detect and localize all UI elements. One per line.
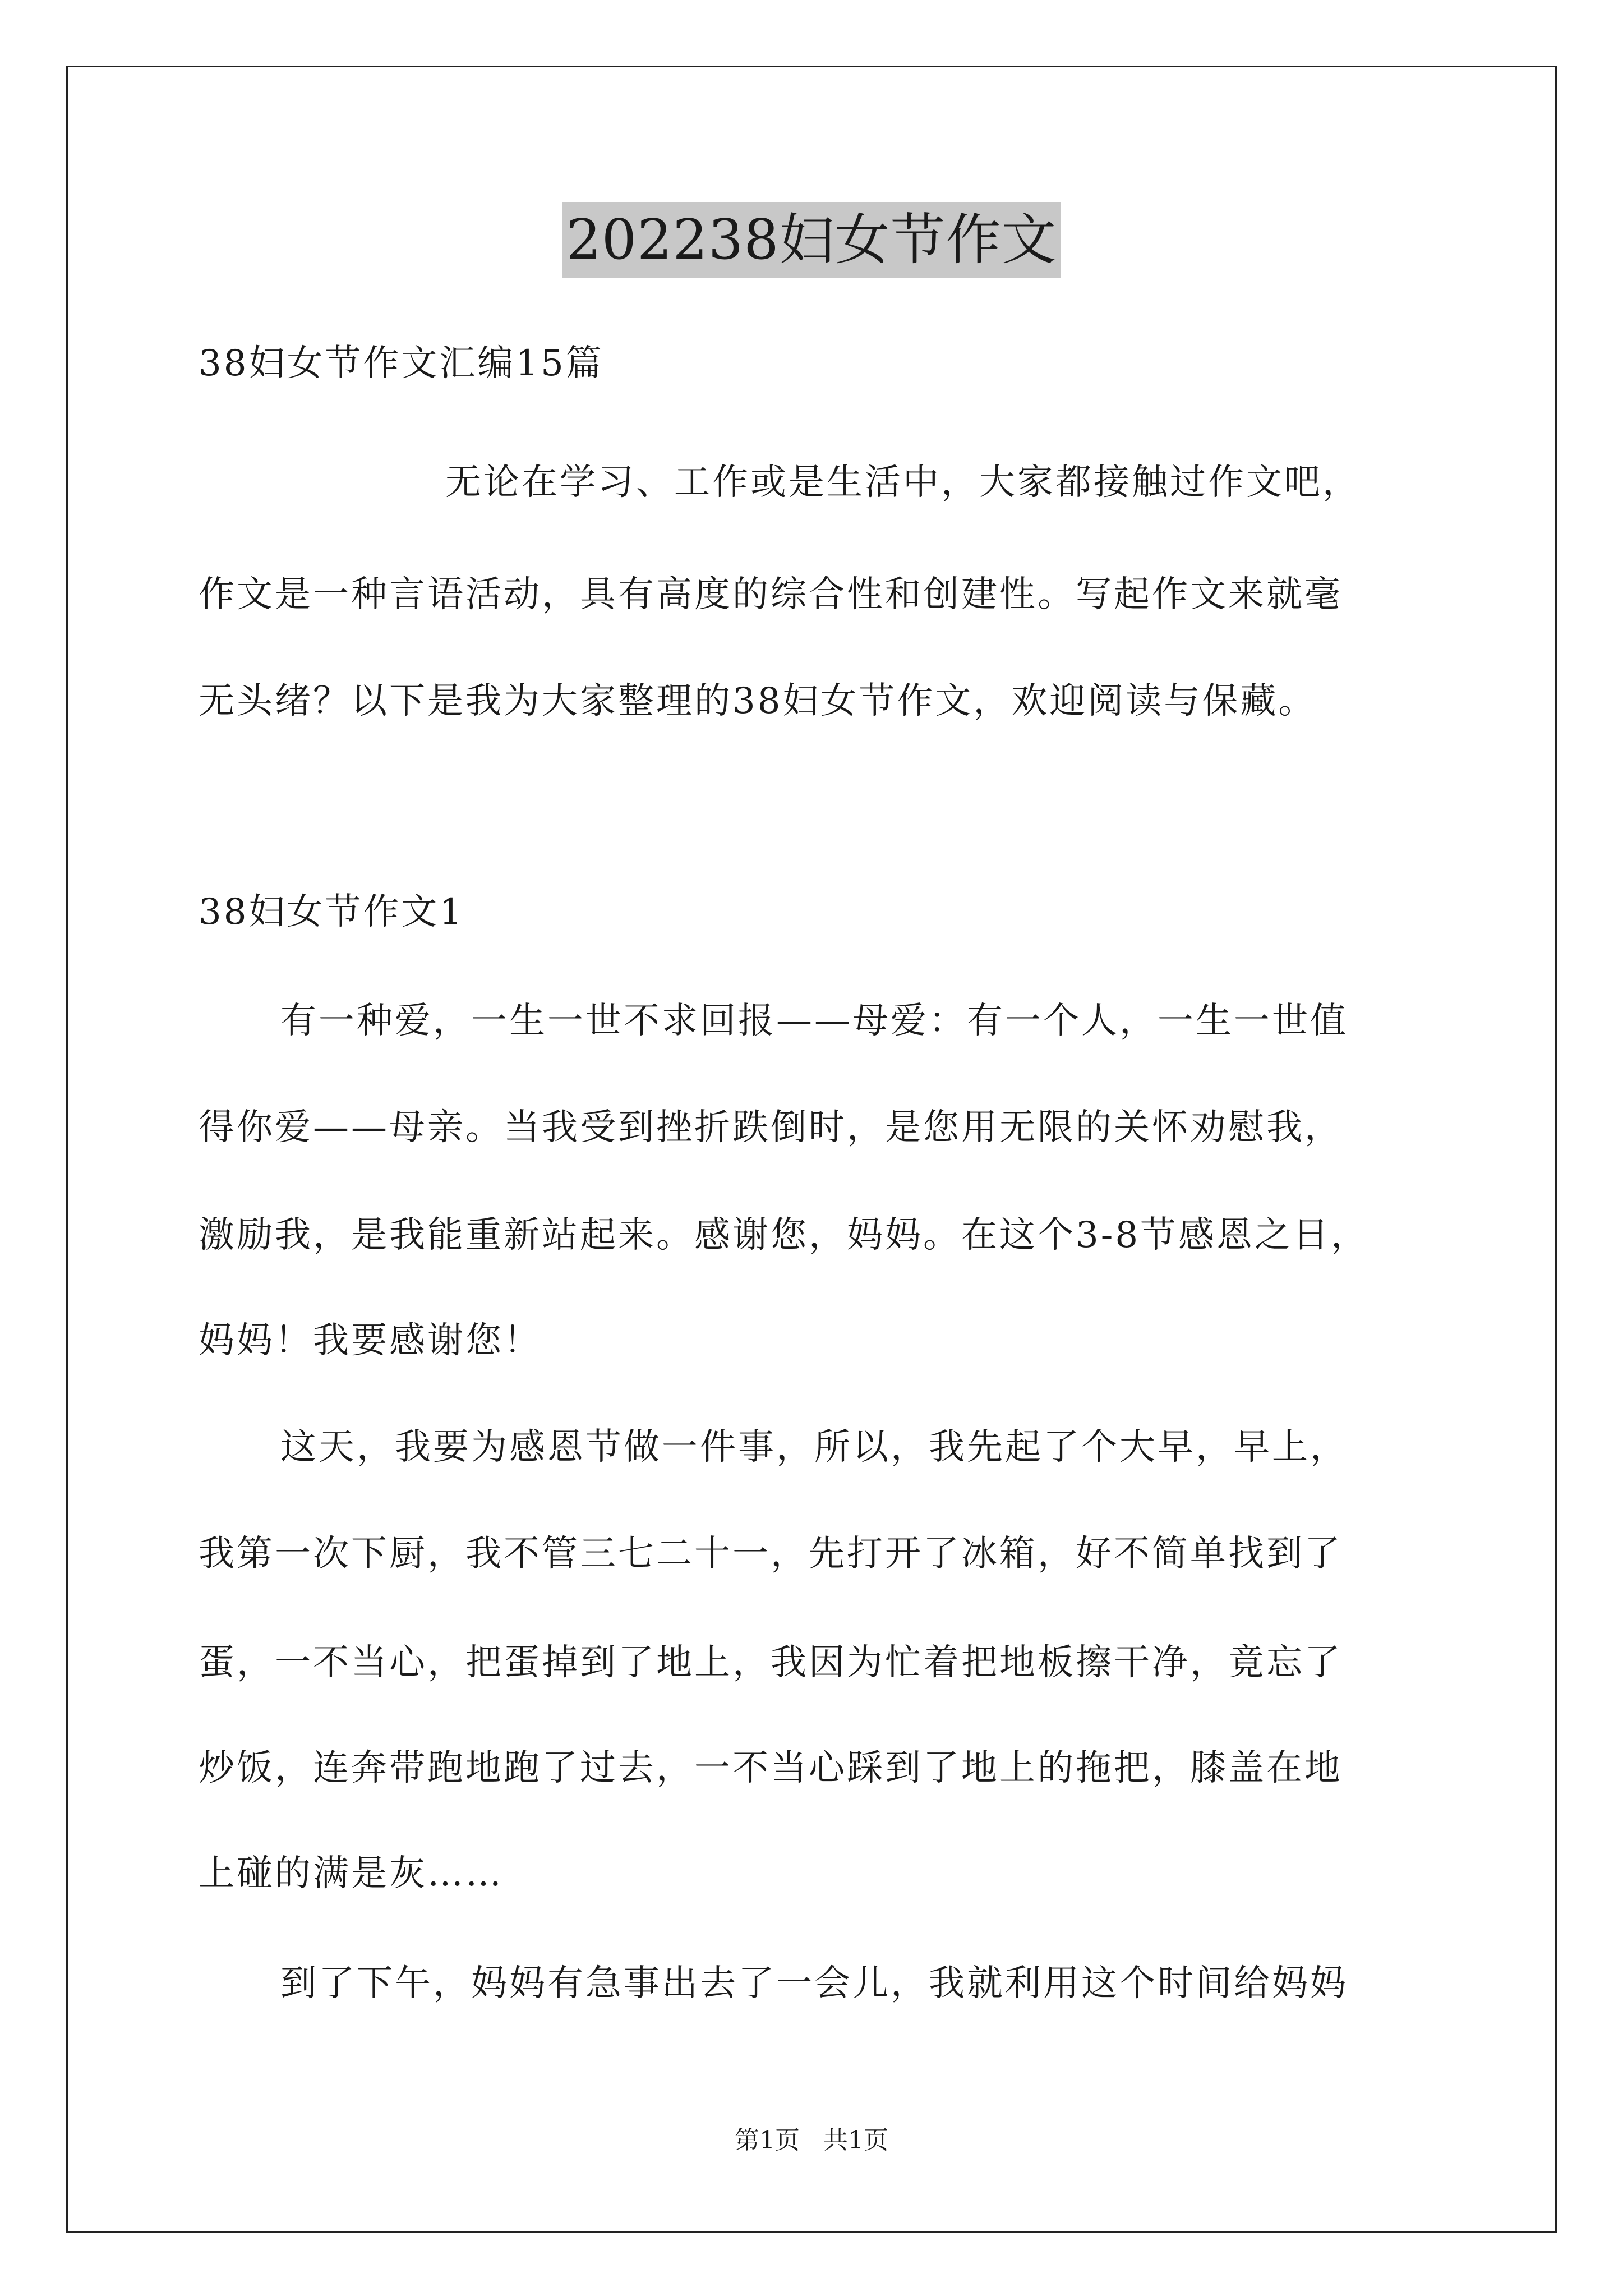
body-line: 得你爱——母亲。当我受到挫折跌倒时，是您用无限的关怀劝慰我，: [199, 1107, 1343, 1148]
intro-line: 作文是一种言语活动，具有高度的综合性和创建性。写起作文来就毫: [199, 574, 1343, 615]
document-title: 202238妇女节作文: [562, 202, 1060, 278]
intro-line: 无头绪？以下是我为大家整理的38妇女节作文，欢迎阅读与保藏。: [199, 680, 1317, 722]
body-line: 这天，我要为感恩节做一件事，所以，我先起了个大早，早上，: [280, 1427, 1348, 1468]
body-line: 炒饭，连奔带跑地跑了过去，一不当心踩到了地上的拖把，膝盖在地: [199, 1747, 1343, 1789]
section-heading: 38妇女节作文1: [199, 891, 465, 933]
intro-line: 无论在学习、工作或是生活中，大家都接触过作文吧，: [445, 462, 1361, 503]
body-line: 妈妈！我要感谢您！: [199, 1320, 542, 1361]
body-line: 有一种爱，一生一世不求回报——母爱：有一个人，一生一世值: [280, 1000, 1348, 1042]
body-line: 蛋，一不当心，把蛋掉到了地上，我因为忙着把地板擦干净，竟忘了: [199, 1642, 1343, 1683]
page-footer: 第1页 共1页: [735, 2126, 888, 2155]
body-line: 我第一次下厨，我不管三七二十一，先打开了冰箱，好不简单找到了: [199, 1533, 1343, 1575]
body-line: 上碰的满是灰……: [199, 1853, 504, 1894]
title-container: [0, 202, 1623, 278]
body-line: 到了下午，妈妈有急事出去了一会儿，我就利用这个时间给妈妈: [280, 1963, 1348, 2004]
document-subtitle: 38妇女节作文汇编15篇: [199, 343, 604, 384]
body-line: 激励我，是我能重新站起来。感谢您，妈妈。在这个3-8节感恩之日，: [199, 1214, 1370, 1256]
